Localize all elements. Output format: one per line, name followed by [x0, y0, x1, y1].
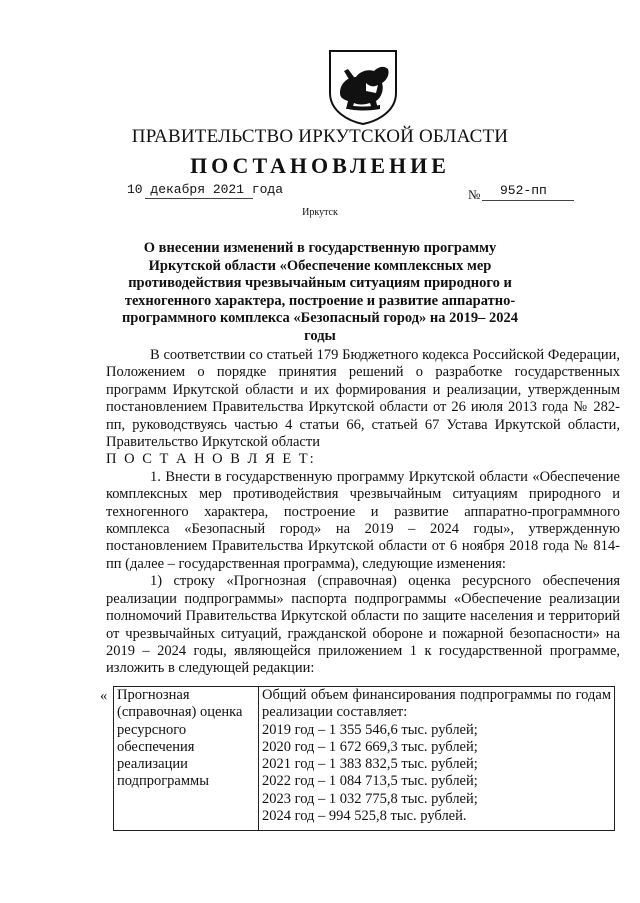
- financing-intro: Общий объем финансирования подпрограммы по годам реализации составляет:: [262, 687, 611, 721]
- government-name: ПРАВИТЕЛЬСТВО ИРКУТСКОЙ ОБЛАСТИ: [131, 126, 509, 147]
- item-1-subitem-1-paragraph: 1) строку «Прогнозная (справочная) оценка ресурсного обеспечения реализации подпрограммы» паспорта подпрограммы «Обеспечение реализации полномочий Правительства Иркутской области по защите населения и территорий от чрезвычайных ситуаций, гражданской обороне и пожарной безопасности» на 2019 – 2024 годы, являющейся приложением 1 к государственной программе, изложить в следующей редакции:: [106, 573, 620, 677]
- number-underline: [482, 200, 574, 201]
- preamble-paragraph: В соответствии со статьей 179 Бюджетного кодекса Российской Федерации, Положением о порядке принятия решений о разработке государственных программ Иркутской области и их формирования и реализации, утвержденным постановлением Правительства Иркутской области от 26 июля 2013 года № 282-пп, руководствуясь частью 4 статьи 66, статьей 67 Устава Иркутской области, Правительство Иркутской области: [106, 347, 620, 451]
- irkutsk-coat-of-arms-emblem: [326, 47, 400, 125]
- year-line: 2019 год – 1 355 546,6 тыс. рублей;: [262, 721, 478, 738]
- item-1-paragraph: 1. Внести в государственную программу Иркутской области «Обеспечение комплексных мер противодействия чрезвычайным ситуациям природного и техногенного характера, построение и развитие аппаратно-программного комплекса «Безопасный город» на 2019 – 2024 годы», утвержденную постановлением Правительства Иркутской области от 6 ноября 2018 года № 814-пп (далее – государственная программа), следующие изменения:: [106, 468, 620, 572]
- date-underline: [145, 198, 253, 199]
- decree-date: 10 декабря 2021 года: [127, 182, 284, 197]
- year-line: 2020 год – 1 672 669,3 тыс. рублей;: [262, 738, 478, 755]
- year-line: 2023 год – 1 032 775,8 тыс. рублей;: [262, 790, 478, 807]
- table-row: [114, 687, 615, 831]
- document-type: ПОСТАНОВЛЕНИЕ: [190, 153, 450, 178]
- year-line: 2022 год – 1 084 713,5 тыс. рублей;: [262, 773, 478, 790]
- number-sign: №: [468, 187, 481, 202]
- year-line: 2024 год – 994 525,8 тыс. рублей.: [262, 808, 467, 825]
- decree-number: 952-пп: [500, 183, 547, 198]
- decree-body: [106, 347, 620, 678]
- resource-table: [113, 686, 615, 831]
- year-line: 2021 год – 1 383 832,5 тыс. рублей;: [262, 756, 478, 773]
- city-name: Иркутск: [302, 207, 338, 218]
- decree-word: П О С Т А Н О В Л Я Е Т:: [106, 451, 316, 468]
- decree-title: О внесении изменений в государственную программу Иркутской области «Обеспечение комплексных мер противодействия чрезвычайным ситуациям природного и техногенного характера, построение и развитие аппаратно-программного комплекса «Безопасный город» на 2019– 2024 годы: [121, 240, 519, 344]
- table-left-cell: Прогнозная (справочная) оценка ресурсного обеспечения реализации подпрограммы: [114, 687, 259, 831]
- opening-quote-mark: «: [100, 688, 108, 704]
- table-right-cell: [259, 687, 615, 831]
